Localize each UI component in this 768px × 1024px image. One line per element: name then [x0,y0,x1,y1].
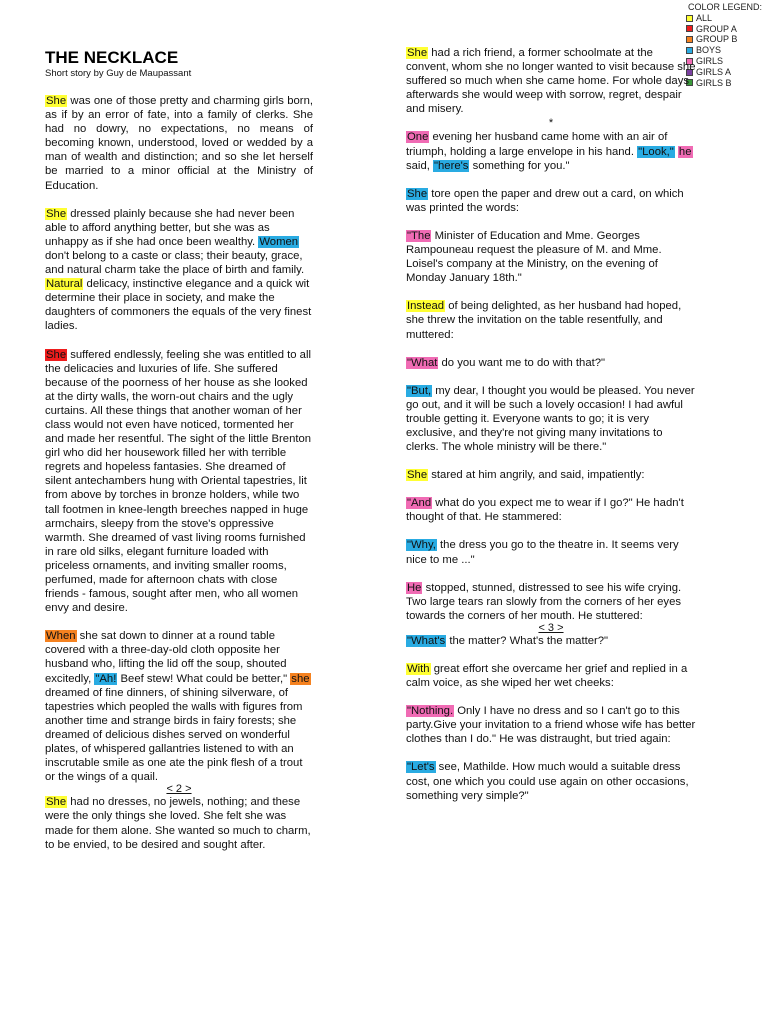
page-number-text: < 3 > [538,621,564,634]
highlight-boys: "here's [434,159,469,172]
highlight-boys: "Look," [638,145,674,158]
story-paragraph [406,468,696,482]
highlight-all: She [46,207,67,220]
highlight-group-b: she [291,672,310,685]
page-number [45,784,313,795]
highlight-girls: he [678,145,692,158]
paragraph-text: stopped, stunned, distressed to see his wife crying. Two large tears ran slowly from the corners of her eyes towards the corners of her mouth. He stuttered: [406,581,682,622]
legend-label: BOYS [696,45,722,56]
legend-label: GROUP B [696,34,738,45]
story-paragraph [45,795,313,851]
legend-title: COLOR LEGEND: [688,2,763,12]
story-paragraph [406,581,696,623]
story-paragraph [406,760,696,802]
color-legend [686,2,768,88]
highlight-group-a: She [46,348,67,361]
highlight-all: She [407,469,428,482]
left-column [45,48,313,866]
legend-item-all [686,13,768,24]
highlight-all: She [46,796,67,809]
paragraph-text: Minister of Education and Mme. Georges Rampouneau request the pleasure of M. and Mme. Loisel's company at the Ministry, on the evening of Monday January 18th." [406,229,662,285]
highlight-boys: "What's [407,634,446,647]
highlight-girls: "And [407,497,432,510]
section-break: * [548,117,554,130]
legend-swatch [686,15,693,22]
legend-item-group-b [686,34,768,45]
highlight-girls: "What [407,356,438,369]
paragraph-text: don't belong to a caste or class; their beauty, grace, and natural charm take the place of birth and family. [45,249,305,277]
story-paragraph [406,187,696,215]
story-paragraph [406,634,696,648]
paragraph-text: dressed plainly because she had never been able to afford anything better, but she was as unhappy as if she had once been wealthy. [45,207,295,248]
paragraph-text: great effort she overcame her grief and replied in a calm voice, as she wiped her wet cheeks: [406,663,688,690]
highlight-all: With [407,663,430,675]
paragraph-text: my dear, I thought you would be pleased. You never go out, and it will be such a lovely occasion! I had awful trouble getting it. Everyone wants to go; it is very exclusive, and they're not giving many invitations to clerks. The whole ministry will be there." [406,384,695,454]
paragraph-text: had a rich friend, a former schoolmate at the convent, whom she no longer wanted to visit because she suffered so much when she came home. For whole days afterwards she would weep with sorrow, regret, despair and misery. [406,47,696,116]
paragraph-text: stared at him angrily, and said, impatiently: [428,469,645,482]
legend-item-girls [686,56,768,67]
paragraph-text: delicacy, instinctive elegance and a quick wit determine their place in society, and make the daughters of commoners the equals of the very finest ladies. [45,278,312,333]
story-paragraph [406,299,696,341]
legend-label: GIRLS A [696,66,732,77]
paragraph-text: had no dresses, no jewels, nothing; and these were the only things she loved. She felt she was made for them alone. She wanted so much to charm, to be envied, to be desired and sought after. [45,796,311,851]
story-paragraph [45,94,313,193]
story-title: THE NECKLACE [45,48,179,67]
highlight-girls: He [407,581,422,594]
highlight-group-b: When [46,630,76,643]
story-paragraph [406,704,696,746]
legend-swatch [686,25,693,32]
legend-item-girls-b [686,78,768,89]
page-number [406,623,696,634]
legend-label: ALL [696,12,713,23]
legend-label: GROUP A [696,23,737,34]
paragraph-text: was one of those pretty and charming girls born, as if by an error of fate, into a family of clerks. She had no dowry, no expectations, no means of becoming known, understood, loved or wedded by a man of wealth and distinction; and so she let herself be married to a minor official at the Ministry of Education. [45,95,313,192]
legend-label: GIRLS [696,55,724,66]
paragraph-text: Beef stew! What could be better," [117,672,291,685]
paragraph-text: do you want me to do with that?" [438,356,606,369]
highlight-all: She [407,47,428,59]
paragraph-text: the matter? What's the matter?" [446,634,609,647]
story-byline: Short story by Guy de Maupassant [45,68,192,79]
story-paragraph [406,356,696,370]
story-paragraph [406,384,696,454]
highlight-girls: "The [407,229,431,242]
paragraph-text: suffered endlessly, feeling she was entitled to all the delicacies and luxuries of life. She suffered because of the poorness of her house as she looked at the dirty walls, the worn-out chairs and the ugly curtains. All these things that another woman of her class would not even have noticed, tormented her and made her resentful. The sight of the little Brenton girl who did her housework filled her with terrible regrets and hopeless fantasies. She dreamed of silent antechambers hung with Oriental tapestries, lit from above by torches in bronze holders, while two tall footmen in knee-length breeches napped in huge armchairs, sleepy from the stove's oppressive warmth. She dreamed of vast living rooms furnished in rare old silks, elegant furniture loaded with priceless ornaments, and inviting smaller rooms, perfumed, made for afternoon chats with close friends - famous, sought after men, who all women envy and desire. [45,348,312,615]
story-paragraph [406,229,696,285]
highlight-boys: "Let's [407,761,435,774]
story-paragraph [406,538,696,566]
paragraph-text: something for you." [469,159,570,172]
highlight-boys: "But, [407,384,432,397]
paragraph-text: of being delighted, as her husband had hoped, she threw the invitation on the table resentfully, and muttered: [406,300,682,341]
legend-item-boys [686,45,768,56]
right-column [406,46,696,817]
paragraph-text: dreamed of fine dinners, of shining silverware, of tapestries which peopled the walls with figures from another time and strange birds in fairy forests; she dreamed of delicious dishes served on wonderful plates, of whispered gallantries listened to with an inscrutable smile as one ate the pink flesh of a trout or the wings of a quail. [45,686,303,784]
legend-swatch [686,36,693,43]
paragraph-text: Only I have no dress and so I can't go to this party.Give your invitation to a friend whose wife has better clothes than I do." He was distraught, but tried again: [406,705,696,746]
highlight-girls: One [407,131,429,144]
paragraph-text: see, Mathilde. How much would a suitable dress cost, one which you could use again on other occasions, something very simple?" [406,761,689,802]
highlight-boys: "Why, [407,539,436,552]
story-paragraph [406,130,696,172]
story-paragraph [406,496,696,524]
paragraph-text: evening her husband came home with an air of triumph, holding a large envelope in his hand. [406,131,668,158]
highlight-girls: "Nothing. [407,705,454,718]
paragraph-text: what do you expect me to wear if I go?" He hadn't thought of that. He stammered: [406,497,684,524]
highlight-boys: "Ah! [95,672,117,685]
story-paragraph [406,662,696,690]
story-paragraph [45,629,313,784]
story-paragraph [45,207,313,334]
legend-label: GIRLS B [696,77,732,88]
highlight-all: She [46,95,67,107]
paragraph-text: tore open the paper and drew out a card, on which was printed the words: [406,187,684,214]
highlight-all: Instead [407,300,445,313]
paragraph-text: the dress you go to the theatre in. It seems very nice to me ..." [406,539,679,566]
highlight-boys: She [407,187,428,200]
story-paragraph [45,348,313,616]
highlight-boys: Women [259,235,299,248]
highlight-all: Natural [46,278,83,291]
legend-item-girls-a [686,67,768,78]
paragraph-text: she sat down to dinner at a round table covered with a three-day-old cloth opposite her husband who, lifting the lid off the soup, shouted excitedly, [45,630,287,685]
page-number-text: < 2 > [166,783,192,796]
paragraph-text: said, [406,159,434,172]
story-paragraph [406,46,696,116]
legend-item-group-a [686,24,768,35]
